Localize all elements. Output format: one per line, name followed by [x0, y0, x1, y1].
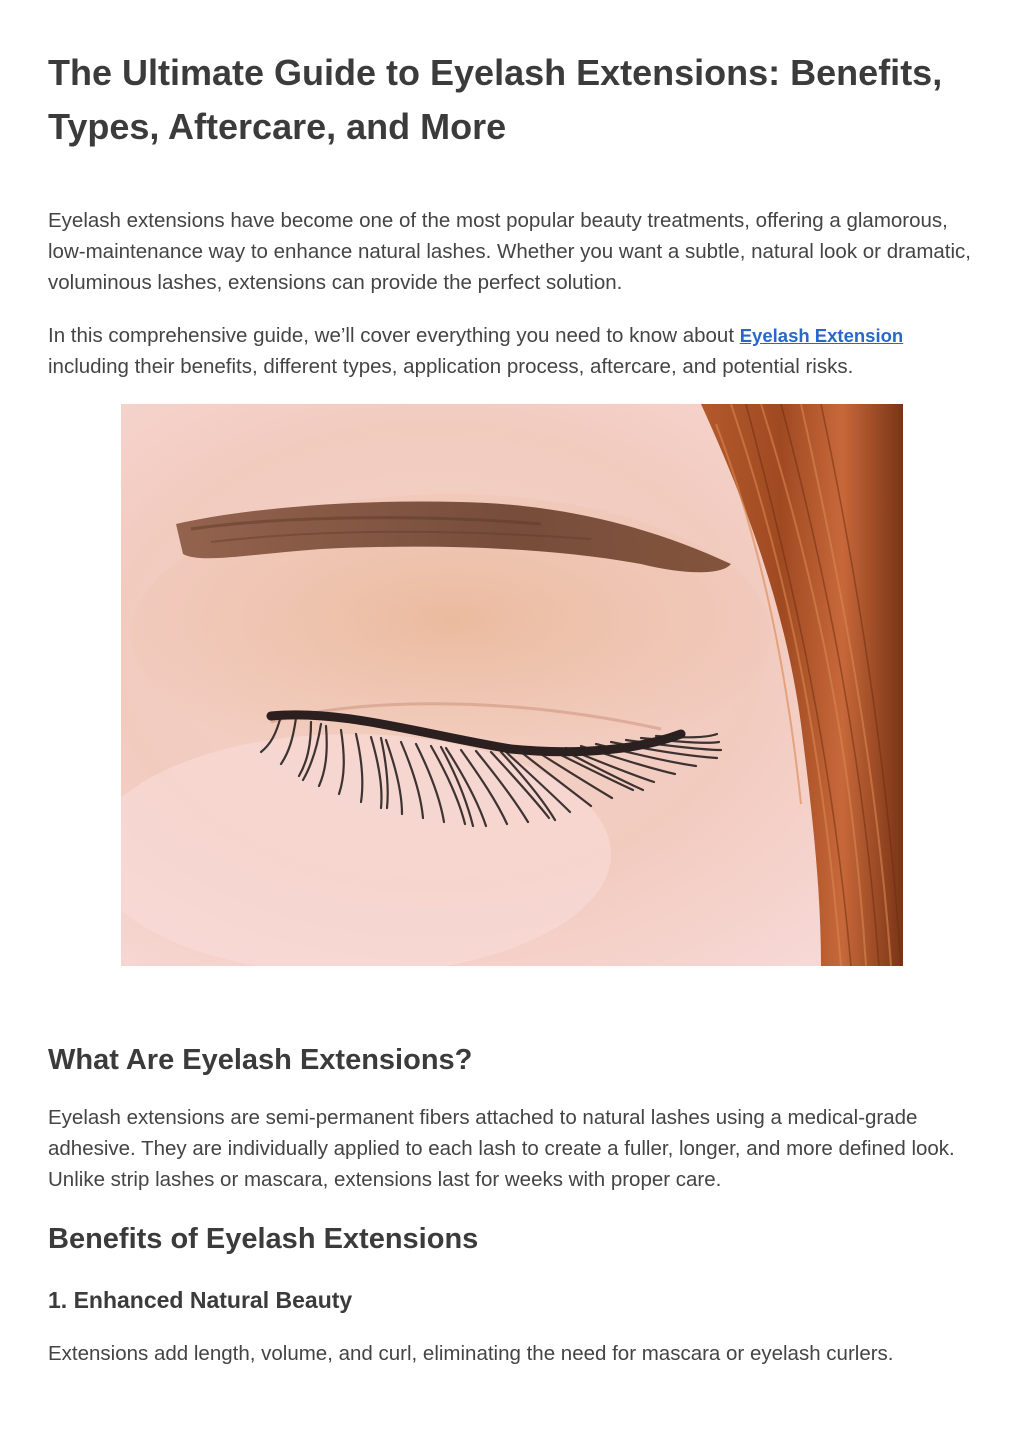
- eyelash-extension-link[interactable]: Eyelash Extension: [739, 325, 904, 346]
- guide-text-after-link: including their benefits, different types, application process, aftercare, and potential risks.: [48, 355, 854, 378]
- benefit-paragraph: Extensions add length, volume, and curl, eliminating the need for mascara or eyelash curlers.: [48, 1342, 894, 1365]
- benefit-subheading: 1. Enhanced Natural Beauty: [48, 1287, 353, 1313]
- closed-eye-photo: [121, 404, 903, 966]
- section-heading-what-are: What Are Eyelash Extensions?: [48, 1044, 473, 1076]
- guide-text-before-link: In this comprehensive guide, we’ll cover everything you need to know about: [48, 324, 740, 347]
- section-heading-benefits: Benefits of Eyelash Extensions: [48, 1223, 479, 1255]
- what-are-paragraph: Eyelash extensions are semi-permanent fibers attached to natural lashes using a medical-grade adhesive. They are individually applied to each lash to create a fuller, longer, and more defined look. Unlike strip lashes or mascara, extensions last for weeks with proper care.: [48, 1106, 955, 1191]
- article-title: The Ultimate Guide to Eyelash Extensions: Benefits, Types, Aftercare, and More: [48, 52, 943, 147]
- intro-paragraph: Eyelash extensions have become one of the most popular beauty treatments, offering a glamorous, low-maintenance way to enhance natural lashes. Whether you want a subtle, natural look or dramatic, voluminous lashes, extensions can provide the perfect solution.: [48, 209, 972, 294]
- guide-paragraph: [48, 320, 978, 382]
